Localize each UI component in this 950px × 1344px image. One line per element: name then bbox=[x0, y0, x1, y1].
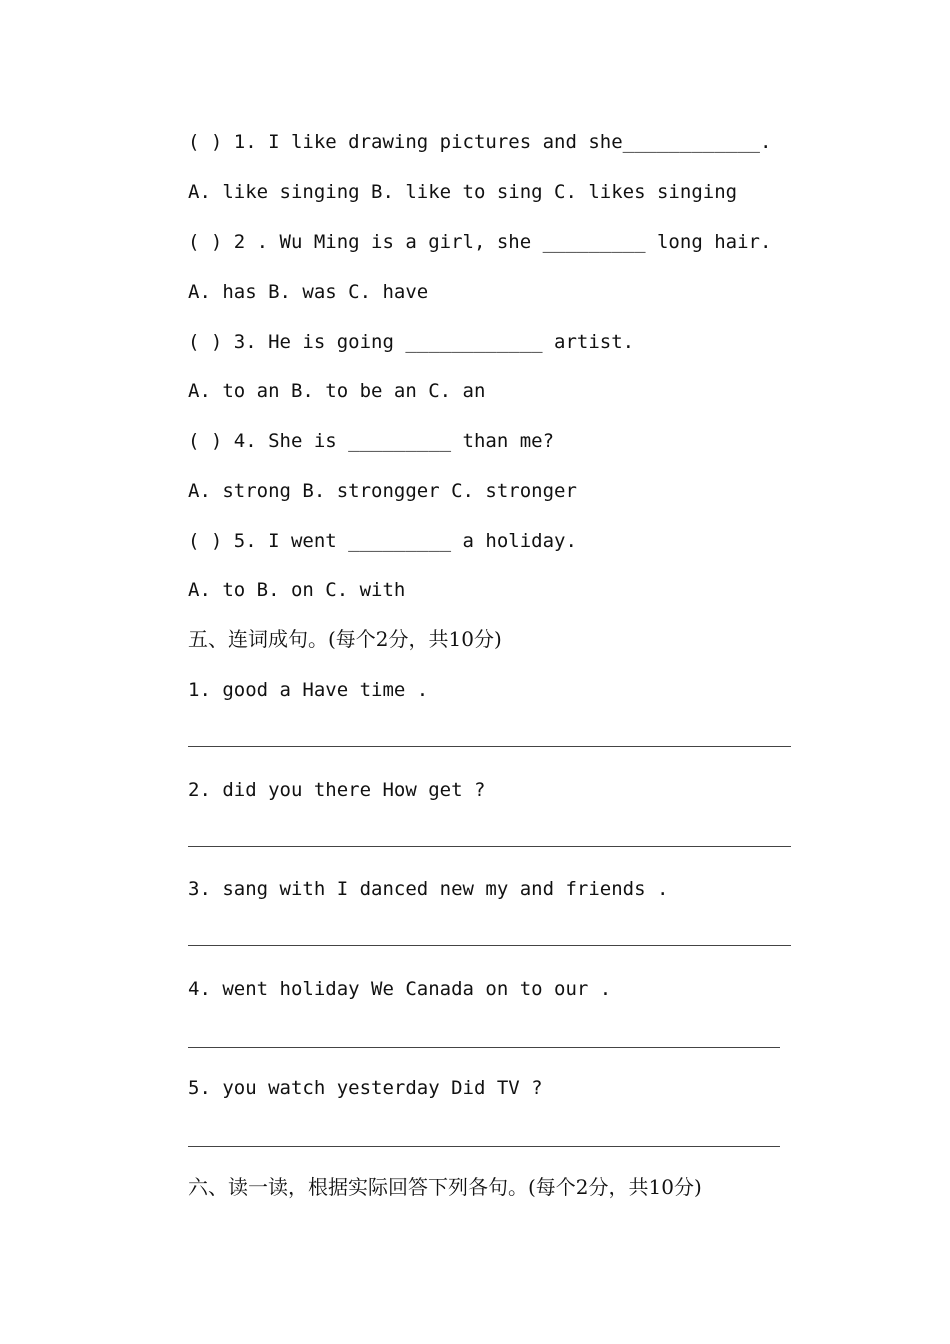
question-1-options: A. like singing B. like to sing C. likes singing bbox=[188, 181, 738, 203]
reorder-item-5: 5. you watch yesterday Did TV ? bbox=[188, 1077, 543, 1099]
answer-line-1 bbox=[188, 746, 791, 747]
question-4-options: A. strong B. strongger C. stronger bbox=[188, 480, 577, 502]
answer-line-3 bbox=[188, 945, 791, 946]
answer-line-2 bbox=[188, 846, 791, 847]
reorder-item-3: 3. sang with I danced new my and friends . bbox=[188, 878, 669, 900]
question-2: ( ) 2 . Wu Ming is a girl, she _________ long hair. bbox=[188, 231, 772, 253]
question-3-options: A. to an B. to be an C. an bbox=[188, 380, 486, 402]
question-4: ( ) 4. She is _________ than me? bbox=[188, 430, 555, 452]
question-2-options: A. has B. was C. have bbox=[188, 281, 429, 303]
section-5-heading: 五、连词成句。(每个2分，共10分) bbox=[188, 627, 502, 651]
question-3: ( ) 3. He is going ____________ artist. bbox=[188, 331, 635, 353]
reorder-item-2: 2. did you there How get ? bbox=[188, 779, 486, 801]
reorder-item-4: 4. went holiday We Canada on to our . bbox=[188, 978, 612, 1000]
answer-line-4 bbox=[188, 1047, 780, 1048]
reorder-item-1: 1. good a Have time . bbox=[188, 679, 429, 701]
question-1: ( ) 1. I like drawing pictures and she____________. bbox=[188, 131, 772, 153]
question-5-options: A. to B. on C. with bbox=[188, 579, 406, 601]
answer-line-5 bbox=[188, 1146, 780, 1147]
section-6-heading: 六、读一读，根据实际回答下列各句。(每个2分，共10分) bbox=[188, 1175, 702, 1199]
question-5: ( ) 5. I went _________ a holiday. bbox=[188, 530, 577, 552]
